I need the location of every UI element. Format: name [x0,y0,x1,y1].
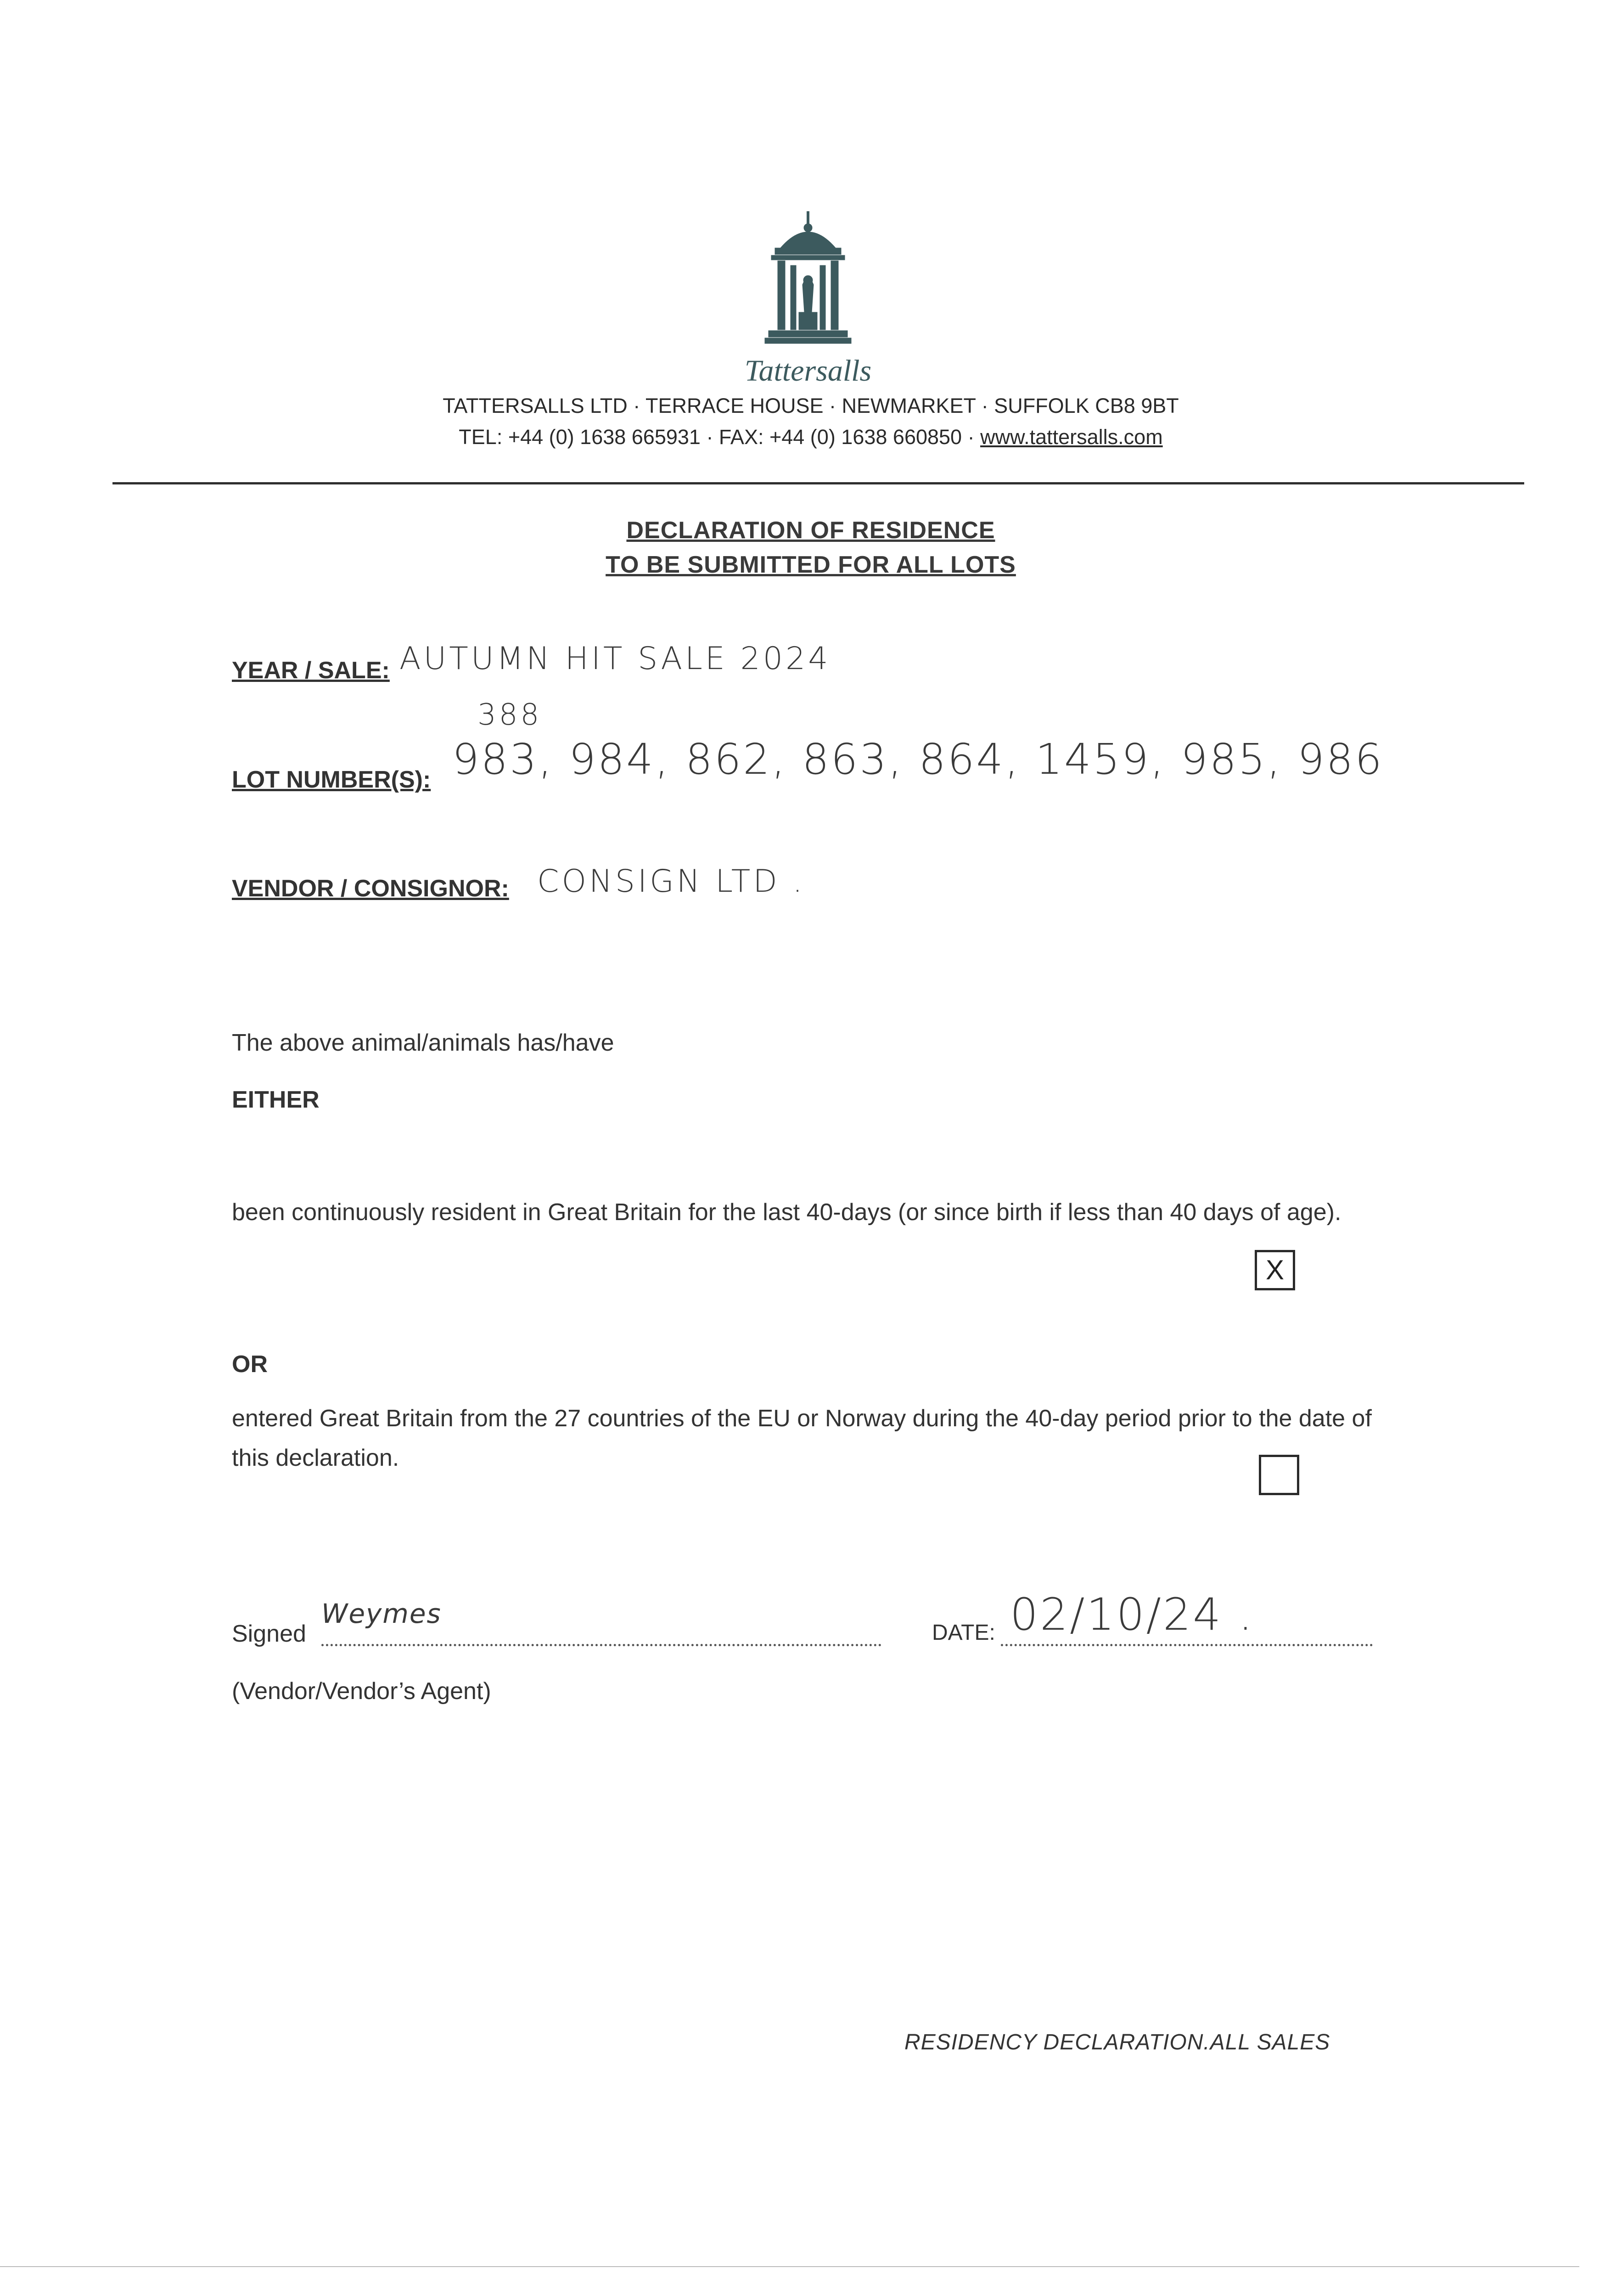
option-entered-checkbox[interactable] [1259,1455,1299,1495]
either-heading: EITHER [232,1086,320,1113]
signed-role: (Vendor/Vendor’s Agent) [232,1678,491,1705]
date-line [1001,1644,1373,1646]
signed-label: Signed [232,1621,306,1647]
vendor-label: VENDOR / CONSIGNOR: [232,875,509,902]
option-entered-text: entered Great Britain from the 27 countries of the EU or Norway during the 40-day period prior to the date of this declaration. [232,1405,1372,1471]
lot-numbers-label: LOT NUMBER(S): [232,766,431,793]
form-footer: RESIDENCY DECLARATION.ALL SALES [904,2030,1330,2054]
header-divider [112,482,1524,484]
option-resident-checkbox[interactable]: X [1255,1250,1295,1290]
website-link[interactable]: www.tattersalls.com [980,425,1163,449]
option-resident-text: been continuously resident in Great Britain for the last 40-days (or since birth if less than 40 days of age). [232,1199,1341,1226]
signature-line [321,1644,881,1646]
form-title: DECLARATION OF RESIDENCE [626,517,995,544]
tattersalls-logo [762,211,854,349]
scan-edge-line [0,2266,1579,2267]
signature-mark[interactable]: Weymes [321,1598,442,1629]
lot-number-extra: 388 [477,698,542,732]
or-heading: OR [232,1351,268,1378]
form-subtitle: TO BE SUBMITTED FOR ALL LOTS [606,551,1016,578]
intro-text: The above animal/animals has/have [232,1030,614,1056]
company-contact [352,425,1270,449]
date-value[interactable]: 02/10/24 . [1010,1589,1255,1640]
date-label: DATE: [932,1621,995,1645]
contact-phone-fax: TEL: +44 (0) 1638 665931 · FAX: +44 (0) 1638 660850 · [459,425,981,449]
year-sale-value[interactable]: AUTUMN HIT SALE 2024 [399,641,831,677]
vendor-value[interactable]: CONSIGN LTD . [537,863,805,900]
lot-numbers-value[interactable]: 983, 984, 862, 863, 864, 1459, 985, 986 [452,735,1384,784]
year-sale-label: YEAR / SALE: [232,657,390,684]
company-address: TATTERSALLS LTD · TERRACE HOUSE · NEWMARKET · SUFFOLK CB8 9BT [443,394,1179,417]
brand-wordmark: Tattersalls [744,354,872,388]
